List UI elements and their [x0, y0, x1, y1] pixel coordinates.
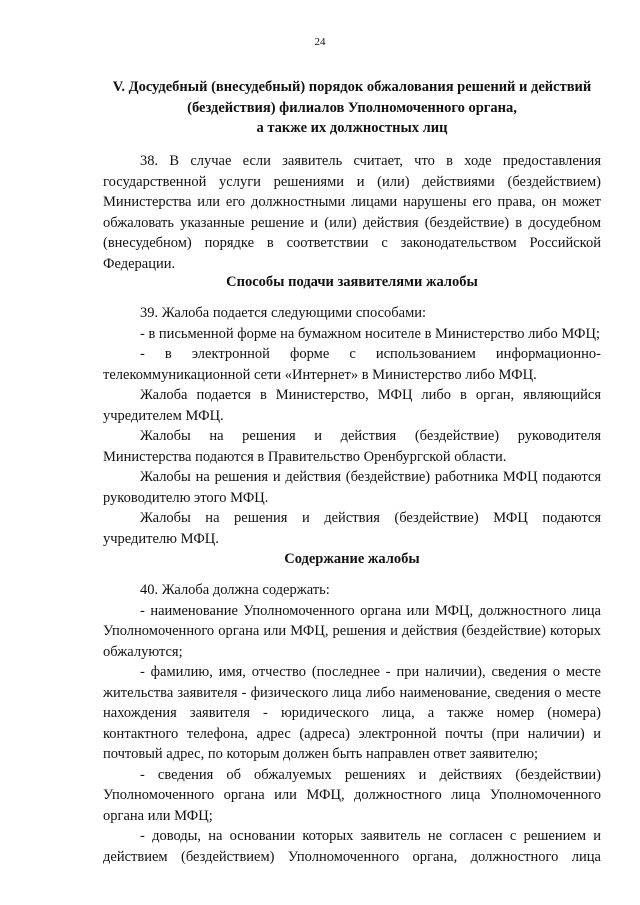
section-title-line: а также их должностных лиц: [256, 120, 448, 136]
list-item: 39. Жалоба подается следующими способами:: [140, 305, 427, 321]
list-item: Жалобы на решения и действия (бездействие) руководителя Министерства подаются в Правительство Оренбургской области.: [103, 428, 601, 465]
page-number: 24: [314, 36, 326, 48]
section-title-line: (бездействия) филиалов Уполномоченного органа,: [187, 99, 517, 116]
list-item: Жалобы на решения и действия (бездействие) МФЦ подаются учредителю МФЦ.: [103, 510, 601, 547]
list-item: - сведения об обжалуемых решениях и действиях (бездействии) Уполномоченного органа или МФЦ, должностного лица Уполномоченного органа или МФЦ;: [103, 766, 601, 824]
heading-ways-to-file: Способы подачи заявителями жалобы: [226, 274, 478, 290]
list-item: 40. Жалоба должна содержать:: [140, 582, 330, 598]
list-item: - в электронной форме с использованием информационно-телекоммуникационной сети «Интернет» в Министерство либо МФЦ.: [103, 346, 601, 383]
section-title-line: V. Досудебный (внесудебный) порядок обжалования решений и действий: [112, 79, 592, 95]
list-item: - наименование Уполномоченного органа или МФЦ, должностного лица Уполномоченного органа или МФЦ, решения и действия (бездействие) которых обжалуются;: [103, 602, 601, 660]
content-list: [103, 580, 601, 867]
list-item: - доводы, на основании которых заявитель не согласен с решением и действием (бездействием) Уполномоченного органа, должностного лица: [103, 828, 601, 865]
list-item: - в письменной форме на бумажном носителе в Министерство либо МФЦ;: [140, 325, 600, 342]
list-item: Жалоба подается в Министерство, МФЦ либо в орган, являющийся учредителем МФЦ.: [103, 387, 601, 424]
list-item: Жалобы на решения и действия (бездействие) работника МФЦ подаются руководителю этого МФЦ.: [103, 469, 601, 506]
ways-list: [103, 303, 601, 549]
list-item: - фамилию, имя, отчество (последнее - при наличии), сведения о месте жительства заявителя - физического лица либо наименование, сведения о месте нахождения заявителя - юридического лица, а также номер (номера) контактного телефона, адрес (адреса) электронной почты (при наличии) и почтовый адрес, по которым должен быть направлен ответ заявителю;: [103, 664, 601, 762]
heading-complaint-content: Содержание жалобы: [284, 551, 420, 567]
paragraph-38: 38. В случае если заявитель считает, что в ходе предоставления государственной услуги решениями и (или) действиями (бездействием) Министерства или его должностными лицами нарушены его права, он может обжаловать указанные решение и (или) действия (бездействие) в досудебном (внесудебном) порядке в соответствии с законодательством Российской Федерации.: [103, 153, 601, 272]
section-title: [103, 77, 601, 139]
